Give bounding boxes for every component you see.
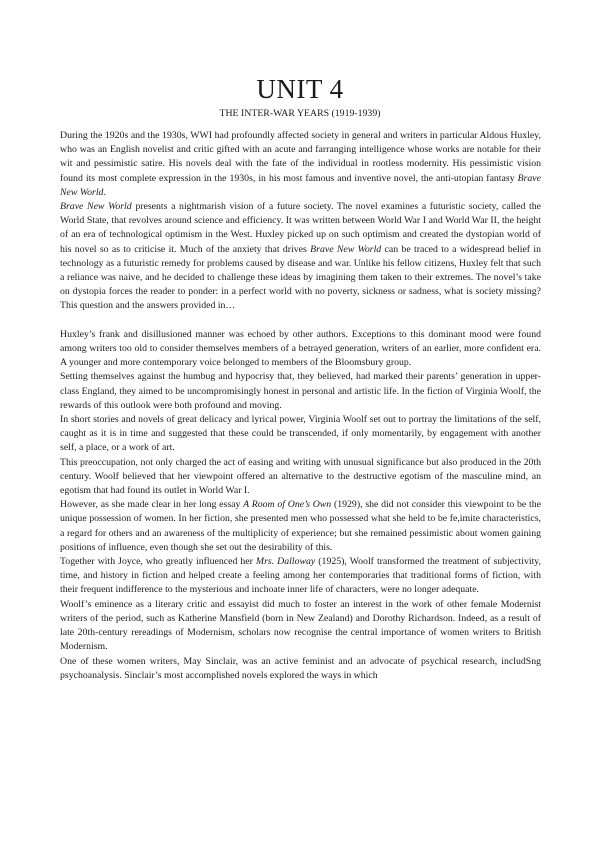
paragraph-text: (1929), she did not consider this viewpoint to be the unique possession of women. In her fiction, she presented men who possessed what she held to be fe,imite characteristics, a regard for others and an awareness of the multiplicity of experience; but she remained pessimistic about women gaining positions of influence, even though she set out the desirability of this.: [60, 499, 541, 553]
body-paragraph: [60, 555, 541, 598]
paragraph-text: presents a nightmarish vision of a future society. The novel examines a futuristic society, called the World State, that revolves around science and efficiency. It was written between World War I and World War II, the height of an era of technological optimism in the West. Huxley picked up on such optimism and created the dystopian world of his novel so as to criticise it. Much of the anxiety that drives: [60, 201, 541, 255]
italic-title-text: Mrs. Dalloway: [255, 556, 316, 568]
document-body: [60, 129, 541, 683]
paragraph-text: .: [103, 186, 106, 198]
body-paragraph: [60, 413, 541, 456]
body-paragraph: [60, 456, 541, 499]
paragraph-text: Woolf’s eminence as a literary critic and essayist did much to foster an interest in the work of other female Modernist writers of the period, such as Katherine Mansfield (born in New Zealand) and Dorothy Richardson. Indeed, as a result of late 20th-century rereadings of Modernism, scholars now recognise the central importance of women writers to British Modernism.: [60, 598, 541, 653]
body-paragraph: [60, 655, 541, 683]
body-paragraph: [60, 328, 541, 371]
paragraph-text: In short stories and novels of great delicacy and lyrical power, Virginia Woolf set out to portray the limitations of the self, caught as it is in time and suggested that these could be transcended, if only momentarily, by engagement with another self, a place, or a work of art.: [60, 414, 541, 454]
paragraph-text: One of these women writers, May Sinclair, was an active feminist and an advocate of psychical research, includSng psychoanalysis. Sinclair’s most accomplished novels explored the ways in which: [60, 655, 541, 681]
body-paragraph: [60, 370, 541, 413]
paragraph-text: Together with Joyce, who greatly influenced her: [60, 556, 256, 568]
body-paragraph: [60, 598, 541, 655]
italic-title-text: A Room of One’s Own: [243, 499, 332, 511]
italic-title-text: Brave New World: [310, 243, 382, 255]
body-paragraph: [60, 129, 541, 200]
page-subtitle: THE INTER-WAR YEARS (1919-1939): [219, 108, 381, 119]
page-title: UNIT 4: [256, 74, 344, 104]
body-paragraph: [60, 498, 541, 555]
body-paragraph: [60, 200, 541, 314]
paragraph-text: can be traced to a widespread belief in technology as a futuristic remedy for problems caused by disease and war. Unlike his fellow citizens, Huxley felt that such a reliance was naive, and he decided to challenge these ideas by imagining them taken to their extremes. The novel’s take on dystopia forces the reader to ponder: in a perfect world with no poverty, sickness or sadness, what is society missing? This question and the answers provided in…: [60, 243, 541, 312]
paragraph-text: This preoccupation, not only charged the act of easing and writing with unusual significance but also produced in the 20th century. Woolf believed that her viewpoint offered an alternative to the destructive egotism of the masculine mind, an egotism that had found its outlet in World War I.: [60, 456, 541, 497]
italic-title-text: Brave New World: [60, 201, 132, 213]
italic-title-text: Brave New World: [60, 172, 541, 198]
paragraph-text: During the 1920s and the 1930s, WWI had profoundly affected society in general and writers in particular Aldous Huxley, who was an English novelist and critic gifted with an acute and farranging intelligence whose works are notable for their wit and pessimistic satire. His novels deal with the fate of the individual in rootless modernity. His pessimistic vision found its most complete expression in the 1930s, in his most famous and inventive novel, the anti-utopian fantasy: [60, 130, 541, 184]
paragraph-text: Setting themselves against the humbug and hypocrisy that, they believed, had marked their parents’ generation in upper-class England, they aimed to be uncompromisingly honest in personal and artistic life. In the fiction of Virginia Woolf, the rewards of this outlook were both profound and moving.: [60, 371, 541, 411]
paragraph-text: (1925), Woolf transformed the treatment of subjectivity, time, and history in fiction and helped create a feeling among her contemporaries that traditional forms of fiction, with their frequent indifference to the mysterious and inchoate inner life of characters, were no longer adequate.: [60, 556, 541, 596]
paragraph-text: However, as she made clear in her long essay: [60, 499, 244, 511]
paragraph-text: Huxley’s frank and disillusioned manner was echoed by other authors. Exceptions to this dominant mood were found among writers too old to consider themselves members of a betrayed generation, writers of an earlier, more confident era. A younger and more contemporary voice belonged to members of the Bloomsbury group.: [60, 328, 541, 369]
